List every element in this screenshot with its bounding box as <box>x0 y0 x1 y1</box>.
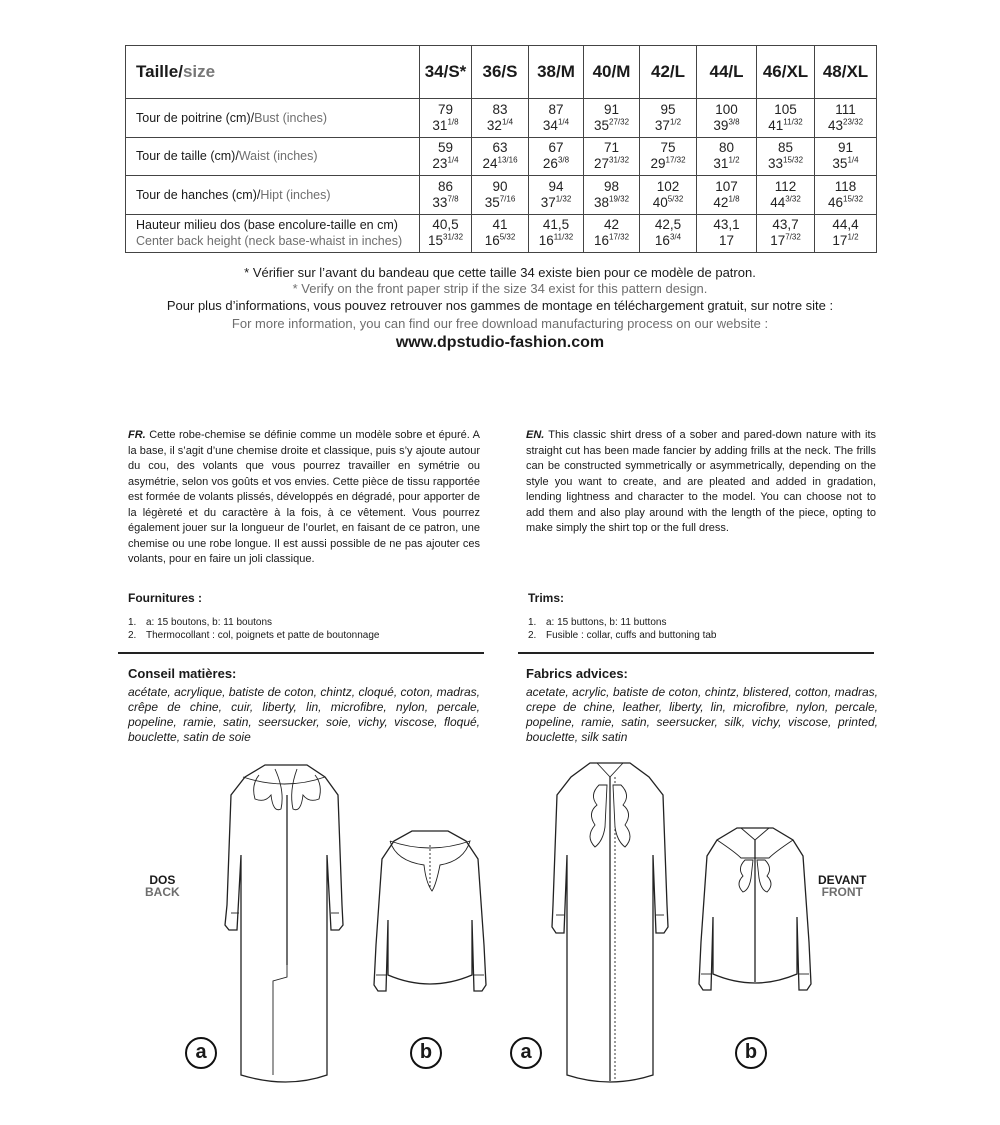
front-dress-drawing <box>535 755 685 1090</box>
fabrics-title-fr: Conseil matières: <box>128 666 237 681</box>
size-column-header: 48/XL <box>815 46 877 99</box>
list-item: 2. Thermocollant : col, poignets et patte de boutonnage <box>128 630 380 641</box>
measurement-cell: 100 $39^{3/8}$ <box>697 99 757 138</box>
measurement-cell: 91 $35^{27/32}$ <box>584 99 640 138</box>
measurement-cell: 86 $33^{7/8}$ <box>420 176 472 215</box>
supplies-list-fr <box>128 616 380 642</box>
size-column-header: 42/L <box>640 46 697 99</box>
supplies-list-en <box>528 616 716 642</box>
measurement-cell: 105 $41^{11/32}$ <box>757 99 815 138</box>
variant-a-badge: a <box>185 1037 217 1069</box>
measurement-cell: 87 $34^{1/4}$ <box>529 99 584 138</box>
measurement-cell: 85 $33^{15/32}$ <box>757 137 815 176</box>
measurement-cell: 75 $29^{17/32}$ <box>640 137 697 176</box>
size-column-header: 40/M <box>584 46 640 99</box>
measurement-cell: 98 $38^{19/32}$ <box>584 176 640 215</box>
measurement-cell: 42 $16^{17/32}$ <box>584 214 640 253</box>
measurement-cell: 63 $24^{13/16}$ <box>472 137 529 176</box>
back-label: DOS BACK <box>145 873 180 899</box>
measurement-cell: 95 $37^{1/2}$ <box>640 99 697 138</box>
list-item: 1. a: 15 buttons, b: 11 buttons <box>528 617 667 628</box>
divider <box>118 652 484 654</box>
measurement-label: Tour de taille (cm)/Waist (inches) <box>126 137 420 176</box>
variant-a-badge: a <box>510 1037 542 1069</box>
measurement-cell: 44,4 $17^{1/2}$ <box>815 214 877 253</box>
measurement-cell: 43,7 $17^{7/32}$ <box>757 214 815 253</box>
info-note-en: For more information, you can find our free download manufacturing process on our website : <box>231 316 769 331</box>
measurement-label: Tour de poitrine (cm)/Bust (inches) <box>126 99 420 138</box>
fabrics-list-en: acetate, acrylic, batiste de coton, chintz, blistered, cotton, madras, crepe de chine, leather, liberty, lin, microfibre, nylon, percale, popeline, ramie, satin, seersucker, silk, vichy, viscose, printed, bouclette, silk satin <box>526 685 878 744</box>
en-tag: EN. <box>526 429 545 441</box>
front-label: DEVANT FRONT <box>818 873 867 899</box>
measurement-cell: 42,5 $16^{3/4}$ <box>640 214 697 253</box>
supplies-title-fr: Fournitures : <box>128 591 202 605</box>
measurement-cell: 102 $40^{5/32}$ <box>640 176 697 215</box>
measurement-cell: 41,5 $16^{11/32}$ <box>529 214 584 253</box>
table-row <box>126 99 877 138</box>
measurement-cell: 111 $43^{23/32}$ <box>815 99 877 138</box>
measurement-cell: 71 $27^{31/32}$ <box>584 137 640 176</box>
supplies-title-en: Trims: <box>528 591 565 605</box>
size-column-header: 44/L <box>697 46 757 99</box>
measurement-cell: 94 $37^{1/32}$ <box>529 176 584 215</box>
front-shirt-drawing <box>685 822 825 1002</box>
size-column-header: 38/M <box>529 46 584 99</box>
size-header-row <box>126 46 877 99</box>
measurement-cell: 112 $44^{3/32}$ <box>757 176 815 215</box>
measurement-cell: 67 $26^{3/8}$ <box>529 137 584 176</box>
measurement-cell: 80 $31^{1/2}$ <box>697 137 757 176</box>
measurement-label: Hauteur milieu dos (base encolure-taille en cm) Center back height (neck base-whaist in inches) <box>126 214 420 253</box>
measurement-cell: 91 $35^{1/4}$ <box>815 137 877 176</box>
back-dress-drawing <box>215 755 355 1090</box>
list-item: 2. Fusible : collar, cuffs and buttoning tab <box>528 630 717 641</box>
measurement-cell: 59 $23^{1/4}$ <box>420 137 472 176</box>
measurement-cell: 83 $32^{1/4}$ <box>472 99 529 138</box>
website-link[interactable]: www.dpstudio-fashion.com <box>395 334 605 351</box>
description-en: EN. This classic shirt dress of a sober and pared-down nature with its straight cut has been made fancier by adding frills at the neck. The frills can be constructed symmetrically or asymmetrically, depending on the style you want to create, and are pleated and added in gradation, lending lightness and character to the model. You can choose not to add them and also play around with the length of the piece, opting to make simply the shirt top or the full dress. <box>526 429 876 534</box>
fabrics-list-fr: acétate, acrylique, batiste de coton, chintz, cloqué, coton, madras, crêpe de chine, cuir, liberty, lin, microfibre, nylon, percale, popeline, ramie, satin, seersucker, soie, vichy, viscose, floqué, bouclette, satin de soie <box>128 685 480 744</box>
measurement-cell: 41 $16^{5/32}$ <box>472 214 529 253</box>
fabrics-title-en: Fabrics advices: <box>526 666 628 681</box>
size-table <box>125 45 877 253</box>
list-item: 1. a: 15 boutons, b: 11 boutons <box>128 617 273 628</box>
measurement-cell: 40,5 $15^{31/32}$ <box>420 214 472 253</box>
size-column-header: 36/S <box>472 46 529 99</box>
measurement-cell: 43,1 17 <box>697 214 757 253</box>
info-note-fr: Pour plus d’informations, vous pouvez retrouver nos gammes de montage en téléchargement gratuit, sur notre site : <box>166 298 834 313</box>
size-note-en: * Verify on the front paper strip if the size 34 exist for this pattern design. <box>292 281 708 296</box>
measurement-cell: 107 $42^{1/8}$ <box>697 176 757 215</box>
divider <box>518 652 874 654</box>
variant-b-badge: b <box>410 1037 442 1069</box>
measurement-label: Tour de hanches (cm)/Hipt (inches) <box>126 176 420 215</box>
fr-tag: FR. <box>128 429 146 441</box>
measurement-cell: 118 $46^{15/32}$ <box>815 176 877 215</box>
table-row <box>126 176 877 215</box>
size-note-fr: * Vérifier sur l’avant du bandeau que cette taille 34 existe bien pour ce modèle de patron. <box>244 265 756 280</box>
size-header-label: Taille/size <box>126 46 420 99</box>
size-column-header: 34/S* <box>420 46 472 99</box>
measurement-cell: 90 $35^{7/16}$ <box>472 176 529 215</box>
table-row <box>126 214 877 253</box>
size-column-header: 46/XL <box>757 46 815 99</box>
back-shirt-drawing <box>360 825 500 1000</box>
variant-b-badge: b <box>735 1037 767 1069</box>
table-row <box>126 137 877 176</box>
description-fr: FR. Cette robe-chemise se définie comme un modèle sobre et épuré. A la base, il s’agit d’une chemise droite et classique, puis s’y ajoute autour du cou, des volants que vous pourrez travailler en symétrie ou asymétrie, selon vos goûts et vos envies. Cette pièce de tissu rapportée est formée de volants plissés, développés en dégradé, pour apporter de la légèreté et du caractère à la fois, à ce vêtement. Vous pourrez également jouer sur la longueur de l’ourlet, en faisant de ce patron, une chemise ou une robe longue. Il est aussi possible de ne pas ajouter ces volants, pour en faire un joli classique. <box>128 429 480 565</box>
measurement-cell: 79 $31^{1/8}$ <box>420 99 472 138</box>
